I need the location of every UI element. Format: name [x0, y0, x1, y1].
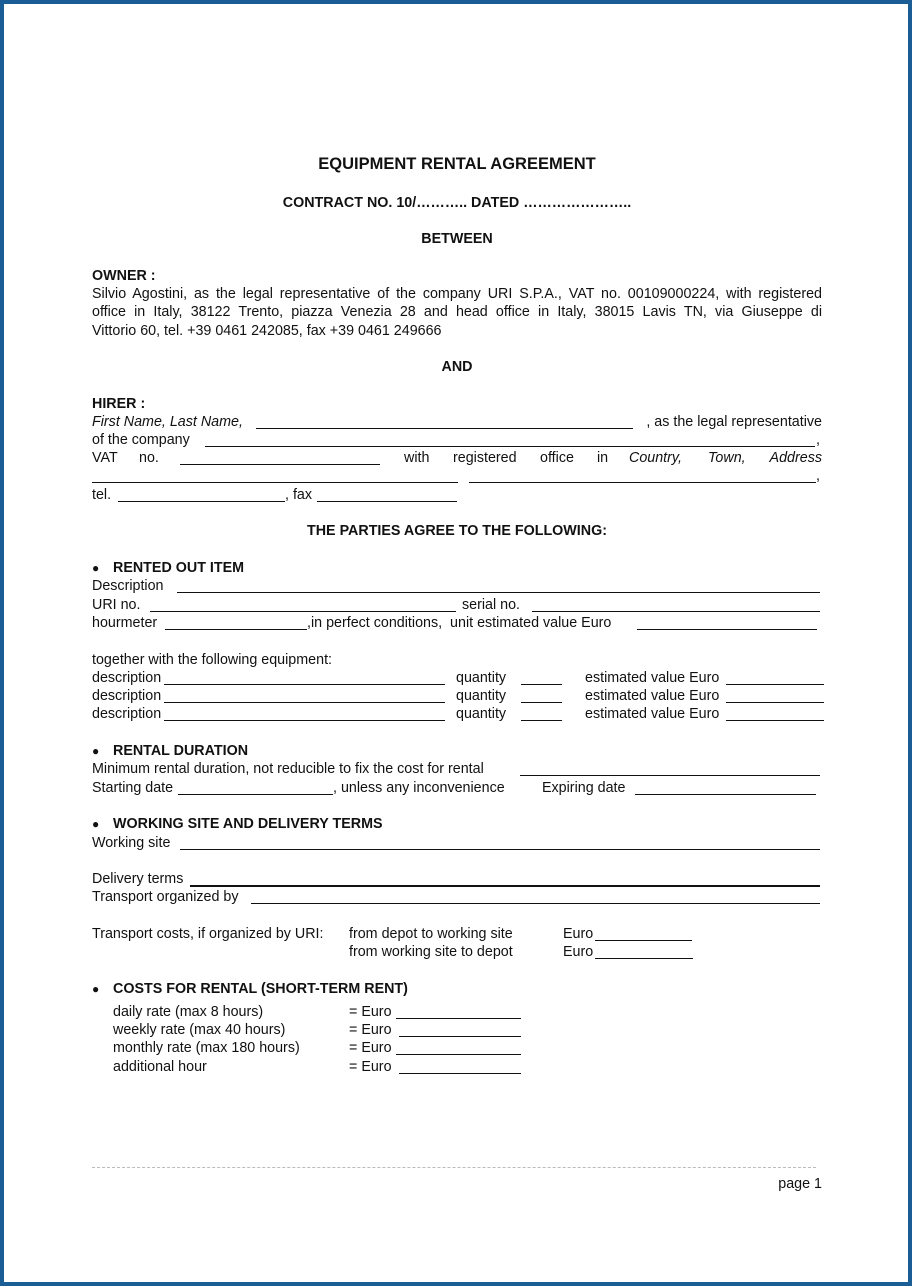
tel-label: tel. — [92, 487, 112, 503]
with-label: with — [404, 450, 430, 466]
unit-value-field[interactable] — [637, 629, 817, 630]
equipment-desc-label: description — [92, 688, 162, 704]
together-label: together with the following equipment: — [92, 652, 333, 668]
cost-euro-label: = Euro — [349, 1040, 392, 1056]
euro-label: Euro — [563, 944, 594, 960]
hourmeter-field[interactable] — [165, 629, 307, 630]
hirer-heading: HIRER : — [92, 396, 146, 412]
working-site-label: Working site — [92, 835, 171, 851]
cost-rate-field[interactable] — [399, 1073, 521, 1074]
tel-field[interactable] — [118, 501, 285, 502]
town-label: Town, — [708, 450, 746, 466]
costs-heading: COSTS FOR RENTAL (SHORT-TERM RENT) — [113, 981, 408, 997]
site-to-depot-field[interactable] — [595, 958, 693, 959]
fax-field[interactable] — [317, 501, 457, 502]
registered-label: registered — [453, 450, 517, 466]
and-label: AND — [441, 359, 473, 375]
uri-no-label: URI no. — [92, 597, 141, 613]
between-label: BETWEEN — [421, 231, 493, 247]
unless-label: , unless any inconvenience — [333, 780, 505, 796]
owner-line-2: office in Italy, 38122 Trento, piazza Venezia 28 and head office in Italy, 38015 Lavis TN, via Giuseppe di — [92, 304, 822, 320]
cost-rate-field[interactable] — [396, 1018, 521, 1019]
cost-rate-field[interactable] — [396, 1054, 521, 1055]
equipment-value-label: estimated value Euro — [585, 706, 720, 722]
transport-costs-label: Transport costs, if organized by URI: — [92, 926, 324, 942]
vat-field[interactable] — [180, 464, 380, 465]
contract-line: CONTRACT NO. 10/……….. DATED ………………….. — [282, 195, 632, 211]
document-page — [92, 0, 822, 1286]
address-field-2[interactable] — [469, 482, 816, 483]
starting-date-label: Starting date — [92, 780, 174, 796]
bullet-icon: ● — [92, 817, 100, 831]
equipment-value-field[interactable] — [726, 702, 824, 703]
page-number: page 1 — [778, 1176, 822, 1192]
depot-to-site-field[interactable] — [595, 940, 692, 941]
equipment-value-field[interactable] — [726, 684, 824, 685]
equipment-qty-field[interactable] — [521, 720, 562, 721]
document-title: EQUIPMENT RENTAL AGREEMENT — [318, 155, 596, 173]
address-comma: , — [816, 468, 820, 484]
expiring-date-field[interactable] — [635, 794, 816, 795]
rented-item-heading: RENTED OUT ITEM — [113, 560, 245, 576]
vat-no-label: no. — [139, 450, 159, 466]
euro-label: Euro — [563, 926, 594, 942]
cost-rate-label: weekly rate (max 40 hours) — [113, 1022, 286, 1038]
description-field[interactable] — [177, 592, 820, 593]
uri-no-field[interactable] — [150, 611, 456, 612]
cost-rate-label: monthly rate (max 180 hours) — [113, 1040, 300, 1056]
address-label: Address — [769, 450, 822, 466]
company-comma: , — [816, 432, 820, 448]
cost-rate-label: daily rate (max 8 hours) — [113, 1004, 264, 1020]
office-label: office — [540, 450, 574, 466]
country-label: Country, — [629, 450, 682, 466]
equipment-qty-field[interactable] — [521, 684, 562, 685]
vat-label: VAT — [92, 450, 118, 466]
perfect-conditions-label: ,in perfect conditions, unit estimated value Euro — [307, 615, 612, 631]
in-label: in — [597, 450, 609, 466]
equipment-desc-label: description — [92, 706, 162, 722]
depot-to-site-label: from depot to working site — [349, 926, 513, 942]
address-field-1[interactable] — [92, 482, 458, 483]
equipment-qty-label: quantity — [456, 706, 507, 722]
equipment-qty-label: quantity — [456, 688, 507, 704]
equipment-value-label: estimated value Euro — [585, 670, 720, 686]
working-site-heading: WORKING SITE AND DELIVERY TERMS — [113, 816, 383, 832]
starting-date-field[interactable] — [178, 794, 333, 795]
equipment-value-field[interactable] — [726, 720, 824, 721]
equipment-desc-field[interactable] — [164, 702, 445, 703]
serial-label: serial no. — [462, 597, 521, 613]
bullet-icon: ● — [92, 982, 100, 996]
equipment-desc-field[interactable] — [164, 684, 445, 685]
footer-divider — [92, 1167, 816, 1168]
transport-organized-field[interactable] — [251, 903, 820, 904]
bullet-icon: ● — [92, 561, 100, 575]
expiring-date-label: Expiring date — [542, 780, 626, 796]
minimum-duration-field[interactable] — [520, 775, 820, 776]
company-label: of the company — [92, 432, 190, 448]
equipment-desc-label: description — [92, 670, 162, 686]
owner-heading: OWNER : — [92, 268, 156, 284]
cost-rate-field[interactable] — [399, 1036, 521, 1037]
delivery-terms-field[interactable] — [190, 885, 820, 887]
parties-agree-heading: THE PARTIES AGREE TO THE FOLLOWING: — [307, 523, 607, 539]
working-site-field[interactable] — [180, 849, 820, 850]
cost-euro-label: = Euro — [349, 1022, 392, 1038]
equipment-desc-field[interactable] — [164, 720, 445, 721]
site-to-depot-label: from working site to depot — [349, 944, 513, 960]
bullet-icon: ● — [92, 744, 100, 758]
minimum-duration-label: Minimum rental duration, not reducible to fix the cost for rental — [92, 761, 484, 777]
hirer-name-field[interactable] — [256, 428, 633, 429]
cost-rate-label: additional hour — [113, 1059, 207, 1075]
description-label: Description — [92, 578, 164, 594]
owner-line-3: Vittorio 60, tel. +39 0461 242085, fax +39 0461 249666 — [92, 323, 442, 339]
fax-label: , fax — [285, 487, 313, 503]
cost-euro-label: = Euro — [349, 1004, 392, 1020]
hirer-name-label: First Name, Last Name, — [92, 414, 243, 430]
legal-rep-label: , as the legal representative — [646, 414, 822, 430]
equipment-qty-field[interactable] — [521, 702, 562, 703]
cost-euro-label: = Euro — [349, 1059, 392, 1075]
equipment-qty-label: quantity — [456, 670, 507, 686]
owner-line-1: Silvio Agostini, as the legal representative of the company URI S.P.A., VAT no. 00109000224, with registered — [92, 286, 822, 302]
delivery-terms-label: Delivery terms — [92, 871, 184, 887]
transport-organized-label: Transport organized by — [92, 889, 239, 905]
serial-field[interactable] — [532, 611, 820, 612]
rental-duration-heading: RENTAL DURATION — [113, 743, 249, 759]
equipment-value-label: estimated value Euro — [585, 688, 720, 704]
company-field[interactable] — [205, 446, 815, 447]
hourmeter-label: hourmeter — [92, 615, 158, 631]
